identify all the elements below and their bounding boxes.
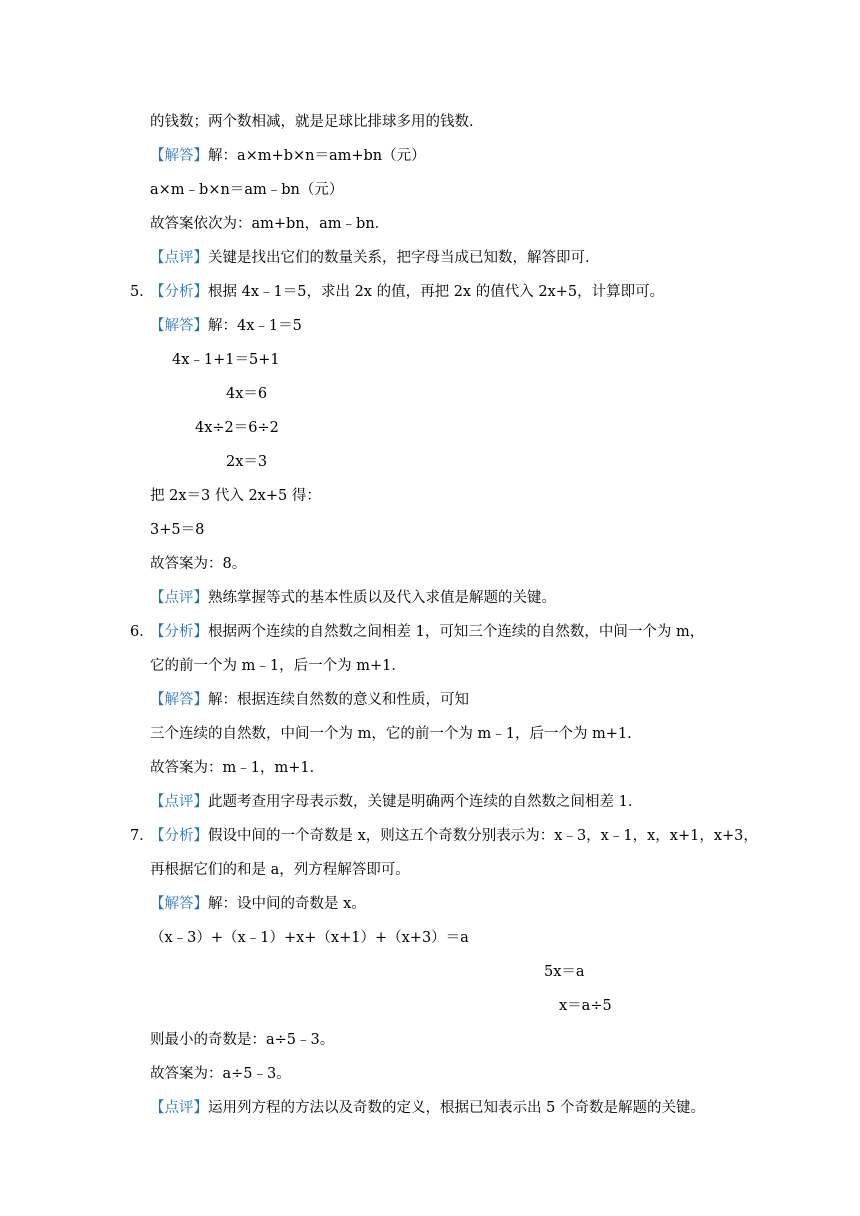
- comment-tag: 【点评】: [150, 1100, 208, 1116]
- q6-answer: 故答案为：m﹣1，m+1．: [150, 760, 325, 776]
- q6-comment-text: 此题考查用字母表示数，关键是明确两个连续的自然数之间相差 1．: [208, 794, 643, 810]
- q6-analysis: [150, 622, 704, 642]
- q4-comment-text: 关键是找出它们的数量关系，把字母当成已知数，解答即可．: [208, 250, 600, 266]
- comment-tag: 【点评】: [150, 590, 208, 606]
- solution-tag: 【解答】: [150, 318, 208, 334]
- q5-solution: [150, 316, 302, 336]
- q7-comment-text: 运用列方程的方法以及奇数的定义，根据已知表示出 5 个奇数是解题的关键。: [208, 1100, 705, 1116]
- q5-comment-text: 熟练掌握等式的基本性质以及代入求值是解题的关键。: [208, 590, 556, 606]
- q5-step: 4x＝6: [226, 386, 268, 402]
- q5-number: 5．: [130, 284, 154, 300]
- analysis-tag: 【分析】: [150, 624, 208, 640]
- q7-step: x＝a÷5: [559, 998, 612, 1014]
- solution-tag: 【解答】: [150, 692, 208, 708]
- q7-solution-text: 解：设中间的奇数是 x。: [208, 896, 366, 912]
- q6-solution: [150, 690, 469, 710]
- q4-solution: [150, 146, 426, 166]
- q7-answer: 故答案为：a÷5﹣3。: [150, 1066, 291, 1082]
- q7-analysis-text: 假设中间的一个奇数是 x，则这五个奇数分别表示为：x﹣3，x﹣1，x，x+1，x+3，: [208, 828, 758, 844]
- q7-comment: [150, 1098, 705, 1118]
- q5-calc: 3+5＝8: [150, 522, 205, 538]
- q5-answer: 故答案为：8。: [150, 556, 247, 572]
- q5-step: 2x＝3: [226, 454, 268, 470]
- q4-comment: [150, 248, 600, 268]
- q5-substitute: 把 2x＝3 代入 2x+5 得：: [150, 488, 321, 504]
- q4-answer: 故答案依次为：am+bn，am﹣bn．: [150, 216, 390, 232]
- q7-step: 5x＝a: [544, 964, 585, 980]
- q5-step: 4x﹣1+1＝5+1: [172, 352, 280, 368]
- q6-analysis-continuation: 它的前一个为 m﹣1，后一个为 m+1．: [150, 658, 406, 674]
- q7-number: 7．: [130, 828, 154, 844]
- q7-equation: （x﹣3）+（x﹣1）+x+（x+1）+（x+3）＝a: [150, 930, 469, 946]
- comment-tag: 【点评】: [150, 250, 208, 266]
- q7-solution: [150, 894, 366, 914]
- q6-comment: [150, 792, 642, 812]
- q4-analysis-continuation: 的钱数；两个数相减，就是足球比排球多用的钱数．: [150, 114, 484, 130]
- q4-solution-line: a×m﹣b×n＝am﹣bn（元）: [150, 182, 344, 198]
- q4-solution-text: 解：a×m+b×n＝am+bn（元）: [208, 148, 426, 164]
- q6-solution-text: 解：根据连续自然数的意义和性质，可知: [208, 692, 469, 708]
- q5-solution-text: 解：4x﹣1＝5: [208, 318, 302, 334]
- analysis-tag: 【分析】: [150, 284, 208, 300]
- q7-analysis: [150, 826, 758, 846]
- q7-analysis-continuation: 再根据它们的和是 a，列方程解答即可。: [150, 862, 410, 878]
- q5-step: 4x÷2＝6÷2: [195, 420, 279, 436]
- comment-tag: 【点评】: [150, 794, 208, 810]
- q7-smallest: 则最小的奇数是：a÷5﹣3。: [150, 1032, 335, 1048]
- q5-analysis: [150, 282, 664, 302]
- analysis-tag: 【分析】: [150, 828, 208, 844]
- q6-analysis-text: 根据两个连续的自然数之间相差 1，可知三个连续的自然数，中间一个为 m，: [208, 624, 705, 640]
- solution-tag: 【解答】: [150, 148, 208, 164]
- q5-comment: [150, 588, 556, 608]
- q6-number: 6．: [130, 624, 154, 640]
- q5-analysis-text: 根据 4x﹣1＝5，求出 2x 的值，再把 2x 的值代入 2x+5，计算即可。: [208, 284, 665, 300]
- solution-tag: 【解答】: [150, 896, 208, 912]
- q6-solution-line: 三个连续的自然数，中间一个为 m，它的前一个为 m﹣1，后一个为 m+1．: [150, 726, 642, 742]
